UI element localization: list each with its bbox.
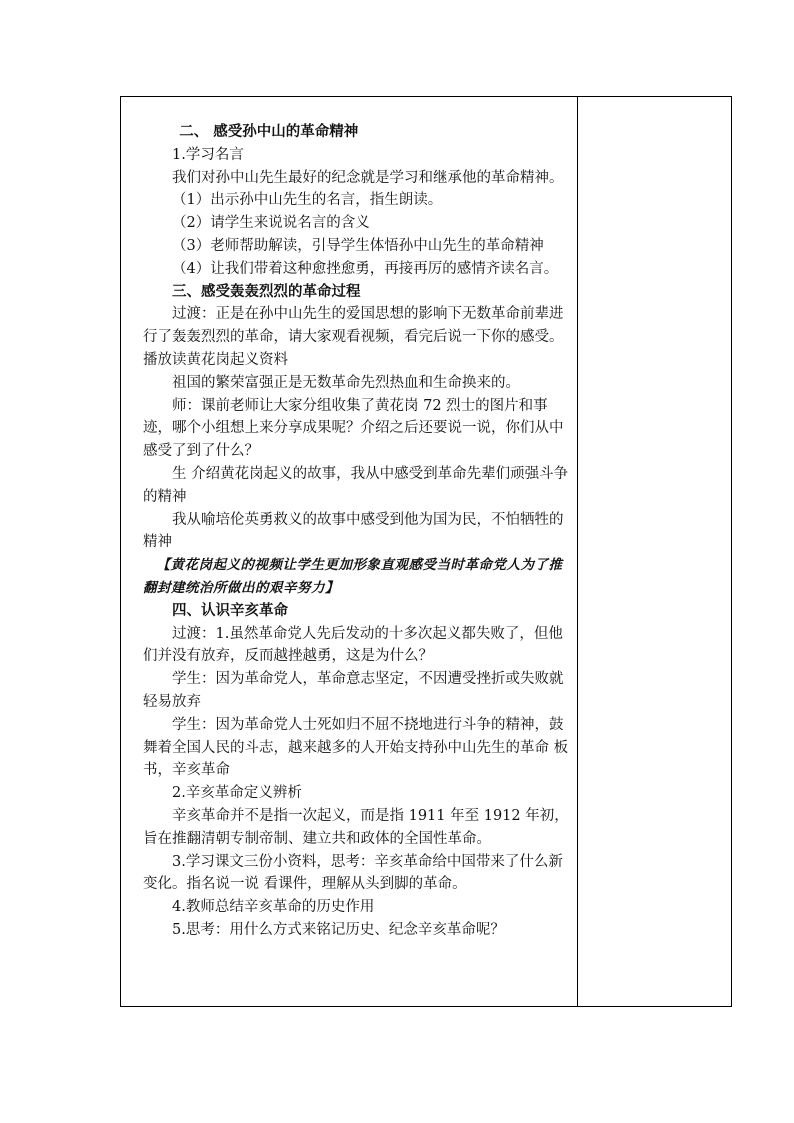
text-line: 祖国的繁荣富强正是无数革命先烈热血和生命换来的。 <box>172 374 520 391</box>
text-line: 学生：因为革命党人士死如归不屈不挠地进行斗争的精神，鼓舞着全国人民的斗志，越来越多的人开始支持孙中山先生的革命 板书，辛亥革命 <box>143 716 569 779</box>
text-line: 1.学习名言 <box>172 146 244 163</box>
text-line: （2）请学生来说说名言的含义 <box>172 215 370 232</box>
text-line: 5.思考：用什么方式来铭记历史、纪念辛亥革命呢？ <box>172 921 505 938</box>
text-line: 我们对孙中山先生最好的纪念就是学习和继承他的革命精神。 <box>172 169 564 186</box>
text-line: 我从喻培伦英勇救义的故事中感受到他为国为民，不怕牺牲的精神 <box>143 511 564 551</box>
text-line: （1）出示孙中山先生的名言，指生朗读。 <box>172 192 443 209</box>
lesson-content <box>143 121 573 942</box>
text-line: （3）老师帮助解读，引导学生体悟孙中山先生的革命精神 <box>172 237 544 254</box>
text-line: 二、 感受孙中山的革命精神 <box>179 123 359 140</box>
text-line: 三、感受轰轰烈烈的革命过程 <box>172 282 361 300</box>
text-line: 【黄花岗起义的视频让学生更加形象直观感受当时革命党人为了推翻封建统治所做出的艰辛努力】 <box>143 557 563 596</box>
text-line: 师：课前老师让大家分组收集了黄花岗 72 烈士的图片和事迹，哪个小组想上来分享成果呢？介绍之后还要说一说，你们从中感受了到了什么？ <box>143 397 564 460</box>
text-line: 2.辛亥革命定义辨析 <box>172 785 302 802</box>
text-line: 学生：因为革命党人，革命意志坚定，不因遭受挫折或失败就轻易放弃 <box>143 671 564 710</box>
text-line: （4）让我们带着这种愈挫愈勇，再接再厉的感情齐读名言。 <box>172 260 559 277</box>
lesson-table <box>120 96 732 1007</box>
text-line: 过渡：正是在孙中山先生的爱国思想的影响下无数革命前辈进行了轰轰烈烈的革命，请大家观看视频，看完后说一下你的感受。播放读黄花岗起义资料 <box>143 306 564 368</box>
text-line: 3.学习课文三份小资料，思考：辛亥革命给中国带来了什么新变化。指名说一说 看课件，理解从头到脚的革命。 <box>143 853 563 893</box>
text-line: 过渡：1.虽然革命党人先后发动的十多次起义都失败了，但他们并没有放弃，反而越挫越勇，这是为什么？ <box>143 625 563 665</box>
text-line: 生 介绍黄花岗起义的故事，我从中感受到革命先辈们顽强斗争的精神 <box>143 465 569 505</box>
text-line: 四、认识辛亥革命 <box>172 601 288 619</box>
notes-column <box>578 97 731 1006</box>
text-line: 4.教师总结辛亥革命的历史作用 <box>172 899 375 916</box>
text-line: 辛亥革命并不是指一次起义，而是指 1911 年至 1912 年初，旨在推翻清朝专制帝制、建立共和政体的全国性革命。 <box>143 807 569 847</box>
